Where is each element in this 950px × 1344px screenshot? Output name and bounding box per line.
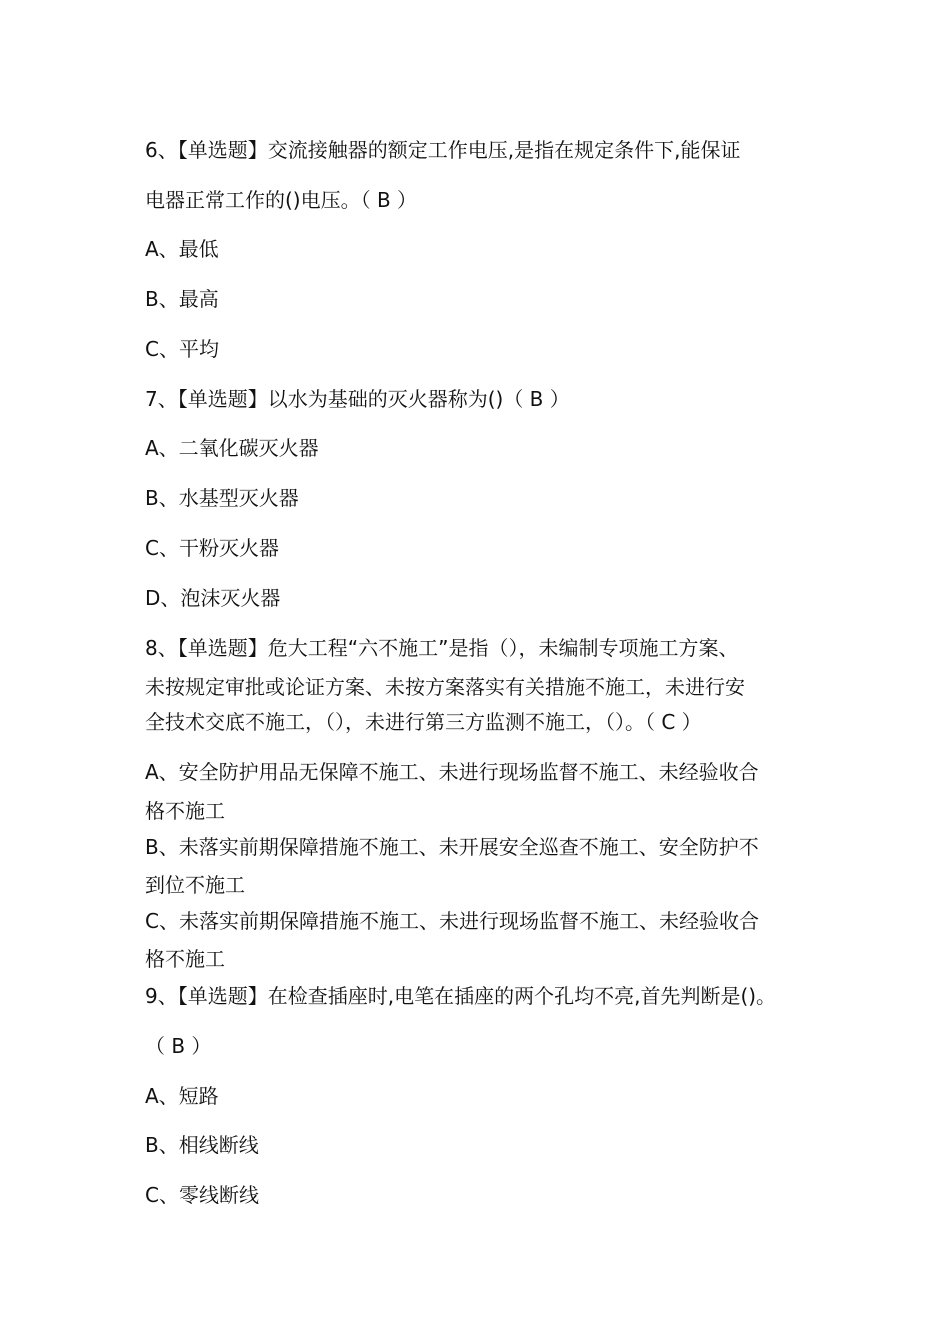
question-7-option-b: B、水基型灭火器 [145, 486, 299, 510]
question-8-option-a-line-1: A、安全防护用品无保障不施工、未进行现场监督不施工、未经验收合 [145, 760, 759, 784]
question-9-option-c: C、零线断线 [145, 1183, 259, 1207]
question-6-line-1: 6、【单选题】交流接触器的额定工作电压,是指在规定条件下,能保证 [145, 138, 741, 162]
question-6-option-b: B、最高 [145, 287, 219, 311]
question-9-line-2: （ B ） [145, 1034, 212, 1058]
question-7-line-1: 7、【单选题】以水为基础的灭火器称为()（ B ） [145, 387, 570, 411]
question-8-option-b-line-2: 到位不施工 [145, 873, 245, 897]
question-8-line-3: 全技术交底不施工，（），未进行第三方监测不施工，（）。（ C ） [145, 710, 702, 734]
question-6-option-c: C、平均 [145, 337, 219, 361]
question-8-line-2: 未按规定审批或论证方案、未按方案落实有关措施不施工，未进行安 [145, 675, 745, 699]
question-9-line-1: 9、【单选题】在检查插座时,电笔在插座的两个孔均不亮,首先判断是()。 [145, 984, 777, 1008]
question-8-option-b-line-1: B、未落实前期保障措施不施工、未开展安全巡查不施工、安全防护不 [145, 835, 759, 859]
question-8-line-1: 8、【单选题】危大工程“六不施工”是指（），未编制专项施工方案、 [145, 636, 739, 660]
question-8-option-c-line-2: 格不施工 [145, 947, 225, 971]
question-7-option-d: D、泡沫灭火器 [145, 586, 281, 610]
question-9-option-a: A、短路 [145, 1084, 219, 1108]
question-7-option-a: A、二氧化碳灭火器 [145, 436, 319, 460]
question-8-option-c-line-1: C、未落实前期保障措施不施工、未进行现场监督不施工、未经验收合 [145, 909, 759, 933]
question-8-option-a-line-2: 格不施工 [145, 799, 225, 823]
question-6-line-2: 电器正常工作的()电压。（ B ） [145, 188, 418, 212]
question-7-option-c: C、干粉灭火器 [145, 536, 279, 560]
question-6-option-a: A、最低 [145, 237, 219, 261]
question-9-option-b: B、相线断线 [145, 1133, 259, 1157]
